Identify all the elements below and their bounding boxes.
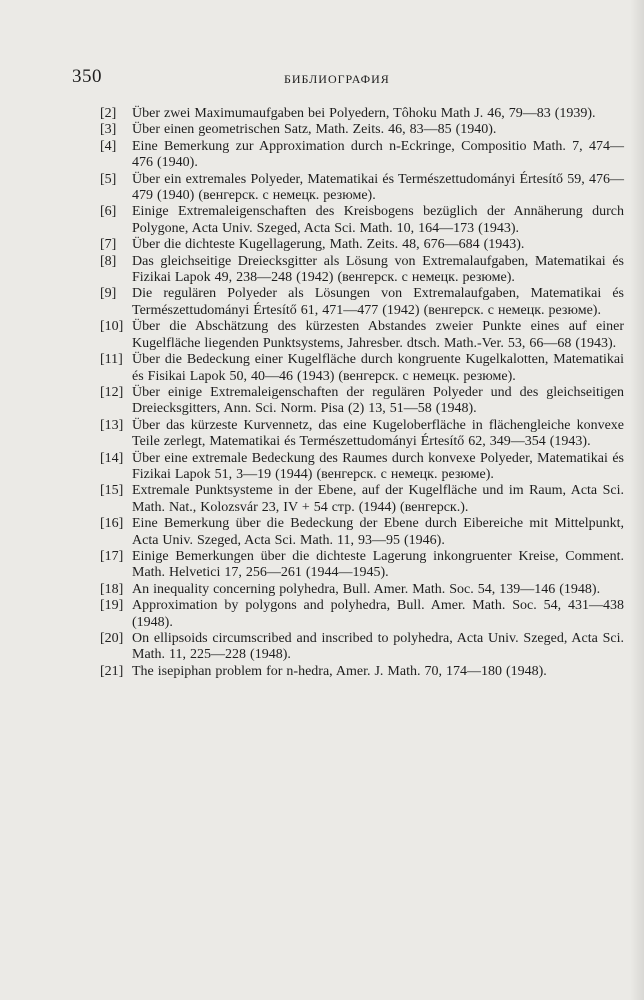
reference-text: Über eine extremale Bedeckung des Raumes durch konvexe Polyeder, Matematikai és Fizikai Lapok 51, 3—19 (1944) (венгерск. с немецк. резюме).	[132, 450, 624, 482]
page-gutter-shadow	[630, 0, 644, 1000]
reference-number: [5]	[100, 171, 117, 187]
running-head: БИБЛИОГРАФИЯ	[284, 72, 390, 86]
bibliography-entry	[100, 631, 624, 664]
reference-text: Über einige Extremaleigenschaften der regulären Polyeder und des gleichseitigen Dreiecksgitters, Ann. Sci. Norm. Pisa (2) 13, 51—58 (1948).	[132, 384, 624, 417]
reference-number: [7]	[100, 237, 117, 253]
bibliography-entry	[100, 549, 624, 582]
bibliography-entry	[100, 418, 624, 451]
bibliography-entry	[100, 319, 624, 352]
reference-number: [14]	[100, 450, 124, 466]
bibliography-entry	[100, 204, 624, 237]
reference-text: Approximation by polygons and polyhedra, Bull. Amer. Math. Soc. 54, 431—438 (1948).	[132, 598, 624, 630]
bibliography-entry	[100, 106, 624, 122]
reference-number: [10]	[100, 319, 124, 335]
reference-number: [4]	[100, 138, 117, 154]
reference-text: Über die Abschätzung des kürzesten Abstandes zweier Punkte eines auf einer Kugelfläche liegenden Punktsystems, Jahresber. dtsch. Math.-Ver. 53, 66—68 (1943).	[132, 319, 624, 351]
bibliography-entry	[100, 139, 624, 172]
reference-number: [17]	[100, 548, 124, 564]
reference-text: Die regulären Polyeder als Lösungen von Extremalaufgaben, Matematikai és Természettudományi Értesítő 61, 471—477 (1942) (венгерск. с немецк. резюме).	[132, 286, 624, 318]
reference-text: An inequality concerning polyhedra, Bull. Amer. Math. Soc. 54, 139—146 (1948).	[132, 581, 601, 597]
bibliography-list	[100, 106, 624, 680]
reference-number: [6]	[100, 204, 117, 220]
reference-text: The isepiphan problem for n-hedra, Amer. J. Math. 70, 174—180 (1948).	[132, 663, 547, 679]
reference-number: [18]	[100, 581, 124, 597]
reference-text: Über ein extremales Polyeder, Matematikai és Természettudományi Értesítő 59, 476—479 (1940) (венгерск. с немецк. резюме).	[132, 171, 624, 204]
reference-number: [9]	[100, 286, 117, 302]
bibliography-entry	[100, 516, 624, 549]
page-header	[72, 66, 624, 92]
reference-text: On ellipsoids circumscribed and inscribed to polyhedra, Acta Univ. Szeged, Acta Sci. Math. 11, 225—228 (1948).	[132, 631, 624, 663]
reference-text: Über die Bedeckung einer Kugelfläche durch kongruente Kugelkalotten, Matematikai és Fisikai Lapok 50, 40—46 (1943) (венгерск. с немецк. резюме).	[132, 352, 624, 384]
reference-number: [15]	[100, 483, 124, 499]
reference-number: [2]	[100, 106, 117, 121]
bibliography-entry	[100, 352, 624, 385]
reference-text: Über einen geometrischen Satz, Math. Zeits. 46, 83—85 (1940).	[132, 122, 497, 138]
reference-number: [20]	[100, 631, 124, 646]
reference-number: [19]	[100, 598, 124, 614]
reference-number: [16]	[100, 516, 124, 532]
reference-number: [8]	[100, 253, 117, 269]
reference-number: [12]	[100, 384, 124, 400]
reference-text: Eine Bemerkung über die Bedeckung der Ebene durch Eibereiche mit Mittelpunkt, Acta Univ. Szeged, Acta Sci. Math. 11, 93—95 (1946).	[132, 516, 624, 548]
bibliography-entry	[100, 451, 624, 484]
bibliography-entry	[100, 122, 624, 138]
bibliography-entry	[100, 598, 624, 631]
bibliography-entry	[100, 172, 624, 205]
reference-number: [21]	[100, 663, 124, 679]
reference-text: Einige Bemerkungen über die dichteste Lagerung inkongruenter Kreise, Comment. Math. Helvetici 17, 256—261 (1944—1945).	[132, 548, 624, 581]
bibliography-entry	[100, 254, 624, 287]
reference-text: Extremale Punktsysteme in der Ebene, auf der Kugelfläche und im Raum, Acta Sci. Math. Nat., Kolozsvár 23, IV + 54 стр. (1944) (венгерск.).	[132, 483, 624, 515]
reference-number: [3]	[100, 122, 117, 138]
reference-text: Über das kürzeste Kurvennetz, das eine Kugeloberfläche in flächengleiche konvexe Teile zerlegt, Matematikai és Természettudományi Értesítő 62, 349—354 (1943).	[132, 417, 624, 450]
reference-text: Über die dichteste Kugellagerung, Math. Zeits. 48, 676—684 (1943).	[132, 237, 525, 253]
reference-number: [13]	[100, 417, 124, 433]
bibliography-entry	[100, 664, 624, 680]
bibliography-entry	[100, 385, 624, 418]
reference-text: Eine Bemerkung zur Approximation durch n-Eckringe, Compositio Math. 7, 474—476 (1940).	[132, 138, 624, 171]
reference-text: Das gleichseitige Dreiecksgitter als Lösung von Extremalaufgaben, Matematikai és Fizikai Lapok 49, 238—248 (1942) (венгерск. с немецк. резюме).	[132, 253, 624, 286]
bibliography-entry	[100, 483, 624, 516]
reference-text: Über zwei Maximumaufgaben bei Polyedern, Tôhoku Math J. 46, 79—83 (1939).	[132, 106, 596, 121]
reference-number: [11]	[100, 352, 123, 368]
page-number: 350	[72, 66, 102, 87]
bibliography-entry	[100, 237, 624, 253]
bibliography-entry	[100, 582, 624, 598]
reference-text: Einige Extremaleigenschaften des Kreisbogens bezüglich der Annäherung durch Polygone, Acta Univ. Szeged, Acta Sci. Math. 10, 164—173 (1943).	[132, 204, 624, 236]
bibliography-entry	[100, 286, 624, 319]
